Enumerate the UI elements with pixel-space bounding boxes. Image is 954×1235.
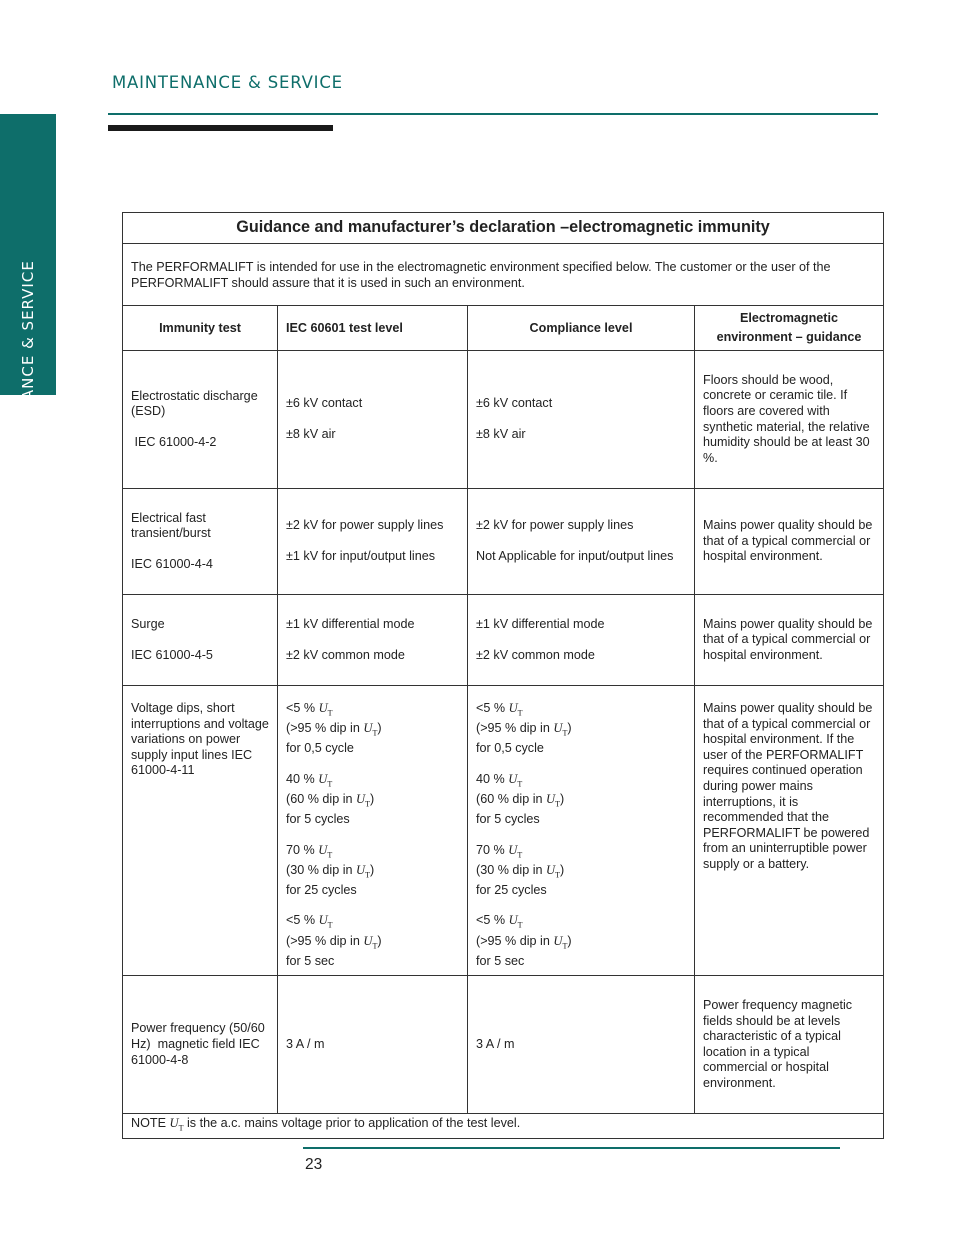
cell-text: ±8 kV air [286, 427, 336, 441]
emc-immunity-table [122, 212, 884, 1139]
dip-percent: <5 % [286, 913, 319, 928]
dip-percent: <5 % [286, 701, 319, 715]
cell-text: ±1 kV differential mode [476, 616, 605, 631]
cell-text: ±1 kV for input/output lines [286, 549, 436, 563]
ut-symbol: $U_T$ [356, 862, 371, 880]
dip-duration: for 5 sec [286, 953, 335, 968]
ut-symbol: $U_T$ [363, 933, 378, 951]
cell-compliance-level [468, 351, 695, 489]
dip-depth: (30 % dip in [476, 862, 547, 877]
cell-text: ±2 kV common mode [476, 647, 595, 662]
dip-percent: <5 % [476, 913, 509, 928]
cell-text: Surge [131, 616, 165, 631]
ut-symbol: $U_T$ [318, 842, 333, 860]
dip-depth: (60 % dip in [476, 791, 547, 806]
cell-guidance: Mains power quality should be that of a typical commercial or hospital environment. [695, 595, 884, 686]
ut-symbol: $U_T$ [508, 913, 523, 930]
ut-symbol: $U_T$ [546, 791, 561, 809]
cell-text: ±2 kV common mode [286, 647, 405, 662]
cell-test-level [278, 686, 468, 976]
ut-symbol: $U_T$ [508, 771, 523, 789]
cell-text: ±2 kV for power supply lines [286, 518, 444, 533]
cell-text: Not Applicable for input/output lines [476, 549, 674, 563]
header-immunity-test: Immunity test [123, 306, 278, 351]
cell-immunity-test [123, 489, 278, 595]
dip-depth: (30 % dip in [286, 862, 357, 877]
header-environment-line1: Electromagnetic [740, 311, 838, 325]
cell-text: ±1 kV differential mode [286, 616, 415, 631]
page-number: 23 [305, 1156, 323, 1173]
ut-symbol: $U_T$ [318, 771, 333, 789]
dip-level: <5 % $U_T$ (>95 % dip in $U_T$) for 0,5 cycle [476, 701, 572, 756]
table-intro: The PERFORMALIFT is intended for use in the electromagnetic environment specified below. The customer or the user of the PERFORMALIFT should assure that it is used in such an environment. [123, 244, 884, 306]
ut-symbol: $U_T$ [546, 862, 561, 880]
dip-depth: (>95 % dip in [286, 721, 364, 736]
cell-immunity-test [123, 351, 278, 489]
side-tab-label: MAINTENANCE & SERVICE [19, 260, 37, 476]
table-row [123, 489, 884, 595]
cell-immunity-test: Power frequency (50/60 Hz) magnetic field IEC 61000-4-8 [123, 976, 278, 1114]
header-environment-guidance [695, 306, 884, 351]
dip-depth: (>95 % dip in [476, 721, 554, 736]
dip-duration: for 0,5 cycle [286, 741, 354, 756]
dip-depth: (60 % dip in [286, 791, 357, 806]
dip-level: 40 % $U_T$ (60 % dip in $U_T$) for 5 cycles [286, 771, 375, 827]
ut-symbol: $U_T$ [169, 1116, 184, 1133]
dip-percent: <5 % [476, 701, 509, 715]
cell-compliance-level [468, 686, 695, 976]
cell-compliance-level: 3 A / m [468, 976, 695, 1114]
cell-text: ±2 kV for power supply lines [476, 518, 634, 533]
dip-depth: (>95 % dip in [286, 933, 364, 948]
cell-guidance: Mains power quality should be that of a typical commercial or hospital environment. If the user of the PERFORMALIFT requires continued operation during power mains interruptions, it is recommended that the PERFORMALIFT be powered from an uninterruptible power supply or a battery. [695, 686, 884, 976]
cell-text: ±6 kV contact [476, 396, 553, 411]
ut-symbol: $U_T$ [508, 701, 523, 718]
dip-level: <5 % $U_T$ (>95 % dip in $U_T$) for 5 sec [476, 913, 572, 968]
cell-guidance: Power frequency magnetic fields should be at levels characteristic of a typical location in a typical commercial or hospital environment. [695, 976, 884, 1114]
footer-rule [303, 1147, 840, 1149]
header-test-level: IEC 60601 test level [278, 306, 468, 351]
cell-test-level [278, 351, 468, 489]
dip-duration: for 0,5 cycle [476, 741, 544, 756]
cell-text: ±6 kV contact [286, 396, 363, 411]
cell-guidance: Mains power quality should be that of a typical commercial or hospital environment. [695, 489, 884, 595]
cell-guidance: Floors should be wood, concrete or ceramic tile. If floors are covered with synthetic material, the relative humidity should be at least 30 %. [695, 351, 884, 489]
dip-level: <5 % $U_T$ (>95 % dip in $U_T$) for 5 sec [286, 913, 382, 968]
ut-symbol: $U_T$ [356, 791, 371, 809]
table-row [123, 595, 884, 686]
table-title: Guidance and manufacturer’s declaration –electromagnetic immunity [123, 213, 884, 244]
dip-level: <5 % $U_T$ (>95 % dip in $U_T$) for 0,5 cycle [286, 701, 382, 756]
cell-text: IEC 61000-4-5 [131, 647, 213, 662]
dip-percent: 70 % [476, 842, 509, 857]
table-row [123, 351, 884, 489]
ut-symbol: $U_T$ [318, 701, 333, 718]
ut-symbol: $U_T$ [363, 721, 378, 738]
dip-depth: (>95 % dip in [476, 933, 554, 948]
dip-duration: for 5 cycles [476, 812, 540, 827]
cell-text: IEC 61000-4-2 [131, 434, 217, 449]
table-row [123, 686, 884, 976]
dip-percent: 40 % [286, 771, 319, 786]
ut-symbol: $U_T$ [508, 842, 523, 860]
ut-symbol: $U_T$ [553, 933, 568, 951]
header-compliance-level: Compliance level [468, 306, 695, 351]
cell-text: ±8 kV air [476, 427, 526, 441]
dip-percent: 70 % [286, 842, 319, 857]
dip-level: 70 % $U_T$ (30 % dip in $U_T$) for 25 cycles [476, 842, 565, 897]
cell-compliance-level [468, 595, 695, 686]
header-rule [108, 113, 878, 115]
dip-duration: for 25 cycles [286, 882, 357, 897]
cell-immunity-test: Voltage dips, short interruptions and voltage variations on power supply input lines IEC 61000-4-11 [123, 686, 278, 976]
cell-test-level [278, 489, 468, 595]
header-environment-line2: environment – guidance [716, 330, 862, 344]
dip-duration: for 25 cycles [476, 882, 547, 897]
cell-immunity-test [123, 595, 278, 686]
dip-level: 70 % $U_T$ (30 % dip in $U_T$) for 25 cycles [286, 842, 375, 897]
side-tab [0, 114, 56, 476]
cell-compliance-level [468, 489, 695, 595]
note-text: is the a.c. mains voltage prior to application of the test level. [183, 1116, 521, 1131]
ut-symbol: $U_T$ [553, 721, 568, 738]
running-header-title: MAINTENANCE & SERVICE [112, 73, 343, 92]
cell-text: IEC 61000-4-4 [131, 556, 213, 571]
cell-text: Electrical fast transient/burst [131, 510, 211, 541]
dip-percent: 40 % [476, 771, 509, 786]
ut-symbol: $U_T$ [318, 913, 333, 930]
cell-text: Electrostatic discharge (ESD) [131, 388, 258, 419]
dip-level: 40 % $U_T$ (60 % dip in $U_T$) for 5 cycles [476, 771, 565, 827]
cell-test-level: 3 A / m [278, 976, 468, 1114]
cell-test-level [278, 595, 468, 686]
dip-duration: for 5 cycles [286, 812, 350, 827]
note-prefix: NOTE [131, 1116, 170, 1131]
header-accent-bar [108, 125, 333, 131]
table-note [123, 1114, 884, 1139]
table-row [123, 976, 884, 1114]
dip-duration: for 5 sec [476, 953, 525, 968]
